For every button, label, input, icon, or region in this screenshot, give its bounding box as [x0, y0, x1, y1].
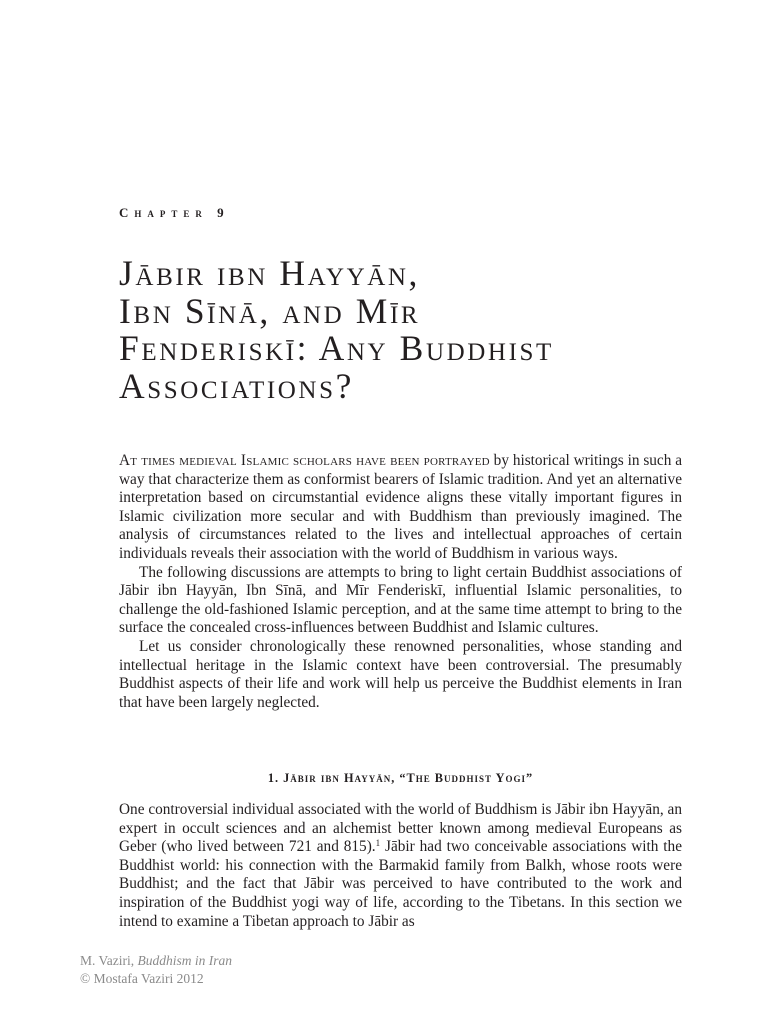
paragraph-text: Jābir had two conceivable associations with the Buddhist world: his connection with the Barmakid family from Balkh, whose roots were Buddhist; and the fact that Jābir was perceived to have contributed to the work and inspiration of the Buddhist yogi way of life, according to the Tibetans. In this section we intend to examine a Tibetan approach to Jābir as	[119, 838, 682, 930]
paragraph: Let us consider chronologically these renowned personalities, whose standing and intellectual heritage in the Islamic context have been controversial. The presumably Buddhist aspects of their life and work will help us perceive the Buddhist elements in Iran that have been largely neglected.	[119, 637, 682, 711]
paragraph-lead: At times medieval Islamic scholars have been portrayed	[119, 452, 490, 469]
title-line: Ibn Sīnā, and Mīr	[119, 290, 421, 331]
page-footer	[80, 952, 232, 988]
paragraph	[119, 801, 682, 931]
chapter-label: Chapter 9	[119, 205, 230, 220]
paragraph-text: by historical writings in such a way that characterize them as conformist bearers of Islamic tradition. And yet an alternative interpretation based on circumstantial evidence aligns these vitally important figures in Islamic civilization more secular and with Buddhism than previously imagined. The analysis of circumstances related to the lives and intellectual approaches of certain individuals reveals their association with the world of Buddhism in various ways.	[119, 452, 682, 562]
footnote-marker[interactable]: 1	[375, 838, 381, 849]
footer-book-title: Buddhism in Iran	[137, 953, 232, 968]
title-line: Jābir ibn Hayyān,	[119, 253, 421, 293]
section-text	[119, 801, 682, 931]
footer-copyright: © Mostafa Vaziri 2012	[80, 971, 204, 986]
paragraph	[119, 452, 682, 564]
intro-text	[119, 452, 682, 712]
chapter-title	[119, 255, 719, 405]
section-heading: 1. Jābir ibn Hayyān, “The Buddhist Yogi”	[267, 771, 534, 785]
citation	[80, 952, 232, 970]
title-line: Fenderiskī: Any Buddhist	[119, 328, 554, 368]
paragraph-text: One controversial individual associated with the world of Buddhism is Jābir ibn Hayyān, an expert in occult sciences and an alchemist better known among medieval Europeans as Geber (who lived between 721 and 815).	[119, 801, 682, 856]
paragraph: The following discussions are attempts to bring to light certain Buddhist associations of Jābir ibn Hayyān, Ibn Sīnā, and Mīr Fenderiskī, influential Islamic personalities, to challenge the old-fashioned Islamic perception, and at the same time attempt to bring to the surface the concealed cross-influences between Buddhist and Islamic cultures.	[119, 563, 682, 637]
footer-author: M. Vaziri,	[80, 953, 135, 968]
title-line: Associations?	[119, 365, 354, 406]
